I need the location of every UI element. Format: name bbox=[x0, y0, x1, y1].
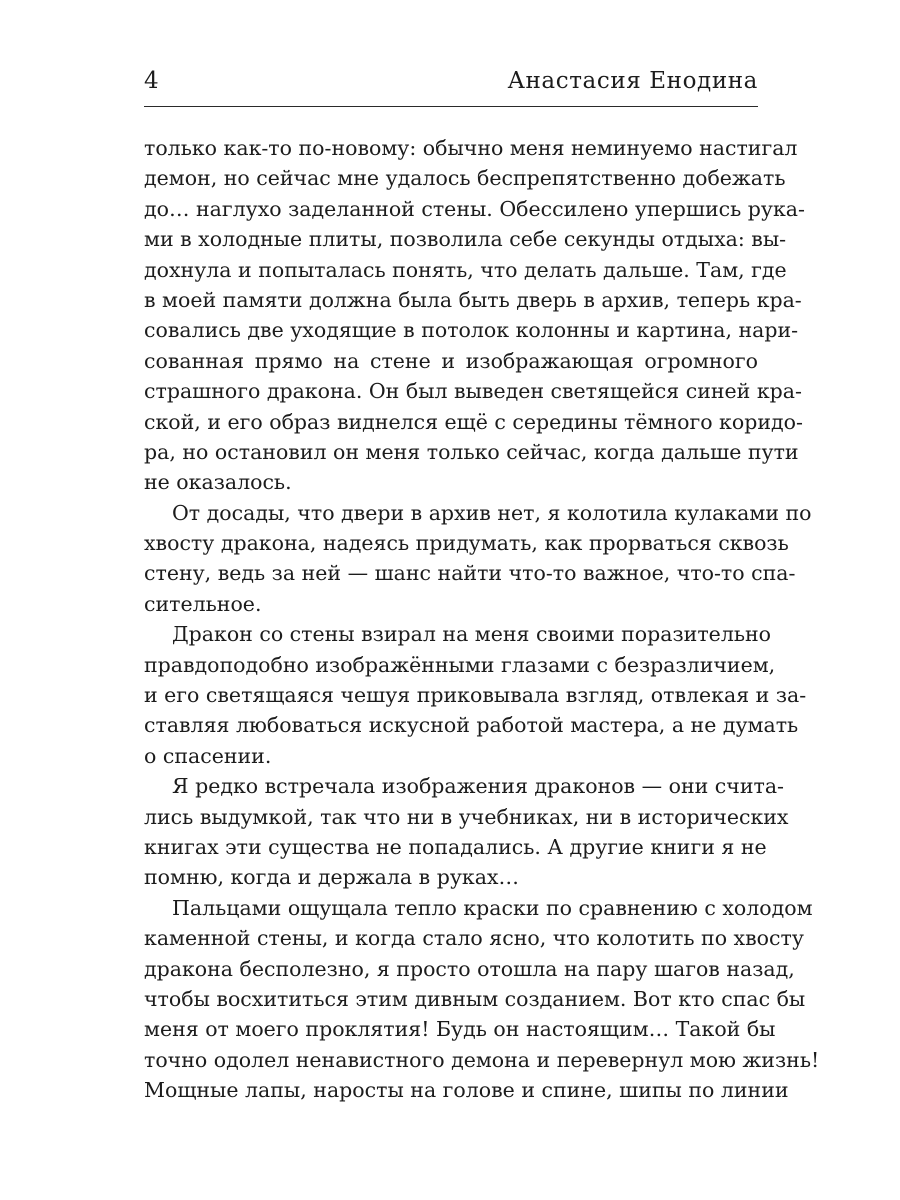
text-line: и его светящаяся чешуя приковывала взгляд, отвлекая и за- bbox=[144, 683, 807, 708]
text-line: Я редко встречала изображения драконов — они счита- bbox=[172, 774, 784, 799]
text-line: ской, и его образ виднелся ещё с середины тёмного коридо- bbox=[144, 409, 803, 434]
text-line: точно одолел ненавистного демона и перевернул мою жизнь! bbox=[144, 1047, 820, 1072]
running-title-author: Анастасия Енодина bbox=[507, 68, 758, 94]
text-line: чтобы восхититься этим дивным созданием. Вот кто спас бы bbox=[144, 986, 806, 1011]
text-line: меня от моего проклятия! Будь он настоящим… Такой бы bbox=[144, 1017, 776, 1042]
text-line: ставляя любоваться искусной работой мастера, а не думать bbox=[144, 713, 799, 738]
text-line: сованная прямо на стене и изображающая огромного bbox=[144, 348, 758, 373]
text-line: в моей памяти должна была быть дверь в архив, теперь кра- bbox=[144, 287, 802, 312]
body-text bbox=[144, 133, 820, 1106]
header-rule bbox=[144, 106, 758, 107]
text-line: до… наглухо заделанной стены. Обессилено упершись рука- bbox=[144, 196, 805, 221]
text-line: Мощные лапы, наросты на голове и спине, шипы по линии bbox=[144, 1078, 789, 1103]
text-line: о спасении. bbox=[144, 743, 272, 768]
text-line: совались две уходящие в потолок колонны и картина, нари- bbox=[144, 318, 799, 343]
text-line: книгах эти существа не попадались. А другие книги я не bbox=[144, 834, 767, 859]
text-line: ра, но остановил он меня только сейчас, когда дальше пути bbox=[144, 439, 799, 464]
text-line: дракона бесполезно, я просто отошла на пару шагов назад, bbox=[144, 956, 795, 981]
text-line: помню, когда и держала в руках… bbox=[144, 865, 519, 890]
text-line: демон, но сейчас мне удалось беспрепятственно добежать bbox=[144, 166, 786, 191]
text-line: не оказалось. bbox=[144, 470, 292, 495]
text-line: хвосту дракона, надеясь придумать, как прорваться сквозь bbox=[144, 531, 789, 556]
page-number: 4 bbox=[144, 68, 159, 94]
text-line: страшного дракона. Он был выведен светящейся синей кра- bbox=[144, 379, 802, 404]
text-line: каменной стены, и когда стало ясно, что колотить по хвосту bbox=[144, 926, 804, 951]
text-line: Пальцами ощущала тепло краски по сравнению с холодом bbox=[172, 895, 813, 920]
text-line: ми в холодные плиты, позволила себе секунды отдыха: вы- bbox=[144, 227, 787, 252]
text-line: Дракон со стены взирал на меня своими поразительно bbox=[172, 622, 772, 647]
text-line: дохнула и попыталась понять, что делать дальше. Там, где bbox=[144, 257, 787, 282]
text-line: стену, ведь за ней — шанс найти что-то важное, что-то спа- bbox=[144, 561, 796, 586]
text-line: только как-то по-новому: обычно меня неминуемо настигал bbox=[144, 136, 798, 160]
running-head bbox=[144, 66, 758, 106]
text-line: сительное. bbox=[144, 591, 262, 616]
text-line: лись выдумкой, так что ни в учебниках, ни в исторических bbox=[144, 804, 789, 829]
text-line: От досады, что двери в архив нет, я колотила кулаками по bbox=[172, 500, 812, 525]
text-line: правдоподобно изображёнными глазами с безразличием, bbox=[144, 652, 776, 677]
